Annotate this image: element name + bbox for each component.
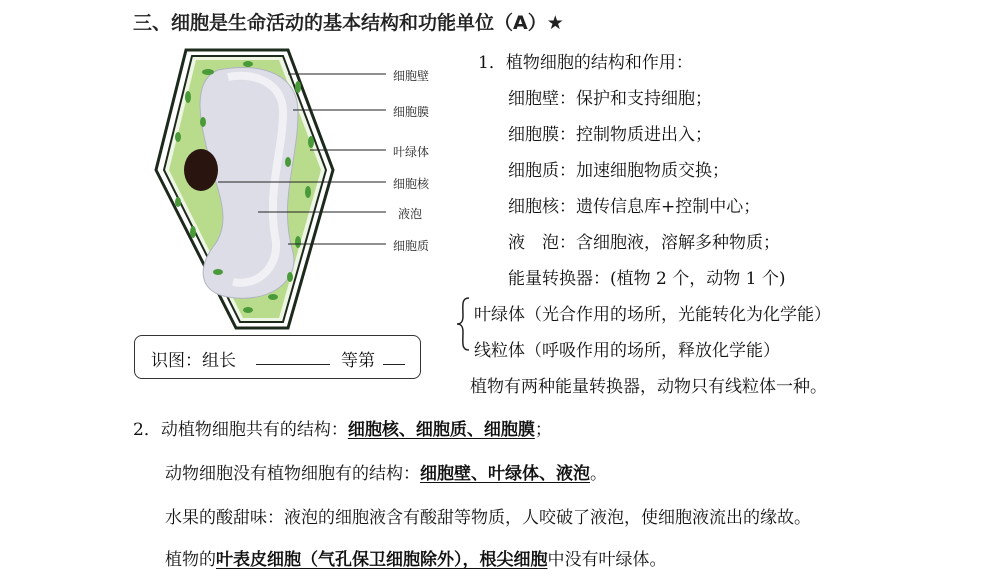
line1-suffix: ； bbox=[534, 420, 552, 440]
page-title: 三、细胞是生命活动的基本结构和功能单位（A）★ bbox=[133, 12, 564, 34]
identify-box bbox=[134, 335, 421, 379]
section2-line4 bbox=[165, 545, 667, 570]
label-cytoplasm: 细胞质 bbox=[393, 239, 430, 253]
label-cell-membrane: 细胞膜 bbox=[393, 105, 430, 119]
converter-chloroplast: 叶绿体（光合作用的场所，光能转化为化学能） bbox=[474, 305, 831, 325]
nucleus bbox=[184, 149, 218, 191]
line2-suffix: 。 bbox=[590, 464, 607, 484]
leader-blank bbox=[256, 348, 330, 365]
label-chloroplast: 叶绿体 bbox=[393, 145, 430, 159]
line1-answer: 细胞核、细胞质、细胞膜 bbox=[347, 420, 535, 440]
item-vacuole: 液 泡：含细胞液，溶解多种物质； bbox=[508, 233, 780, 253]
section2-line3: 水果的酸甜味：液泡的细胞液含有酸甜等物质，人咬破了液泡，使细胞液流出的缘故。 bbox=[165, 508, 811, 528]
label-nucleus: 细胞核 bbox=[393, 177, 430, 191]
brace-icon bbox=[455, 296, 471, 352]
converter-note: 植物有两种能量转换器，动物只有线粒体一种。 bbox=[470, 377, 827, 397]
converter-mitochondria: 线粒体（呼吸作用的场所，释放化学能） bbox=[474, 341, 780, 361]
item-cytoplasm: 细胞质：加速细胞物质交换； bbox=[508, 161, 729, 181]
line4-answer: 叶表皮细胞（气孔保卫细胞除外），根尖细胞 bbox=[216, 550, 548, 570]
label-vacuole: 液泡 bbox=[398, 207, 423, 221]
item-energy-converters: 能量转换器：(植物 2 个，动物 1 个) bbox=[508, 269, 786, 289]
line2-prefix: 动物细胞没有植物细胞有的结构： bbox=[165, 464, 420, 484]
item-nucleus: 细胞核：遗传信息库+控制中心； bbox=[508, 197, 761, 217]
line1-prefix: 2．动植物细胞共有的结构： bbox=[133, 420, 348, 440]
identify-middle: 等第 bbox=[341, 351, 375, 371]
line4-suffix: 中没有叶绿体。 bbox=[547, 550, 667, 570]
section2-line2 bbox=[165, 459, 607, 484]
section1-heading: 1．植物细胞的结构和作用： bbox=[478, 53, 693, 73]
item-cell-wall: 细胞壁：保护和支持细胞； bbox=[508, 89, 712, 109]
line4-prefix: 植物的 bbox=[165, 550, 216, 570]
grade-blank bbox=[383, 348, 405, 365]
section2-line1 bbox=[133, 415, 552, 440]
identify-prefix: 识图：组长 bbox=[151, 351, 236, 371]
label-cell-wall: 细胞壁 bbox=[393, 69, 430, 83]
item-cell-membrane: 细胞膜：控制物质进出入； bbox=[508, 125, 712, 145]
line2-answer: 细胞壁、叶绿体、液泡 bbox=[420, 464, 590, 484]
